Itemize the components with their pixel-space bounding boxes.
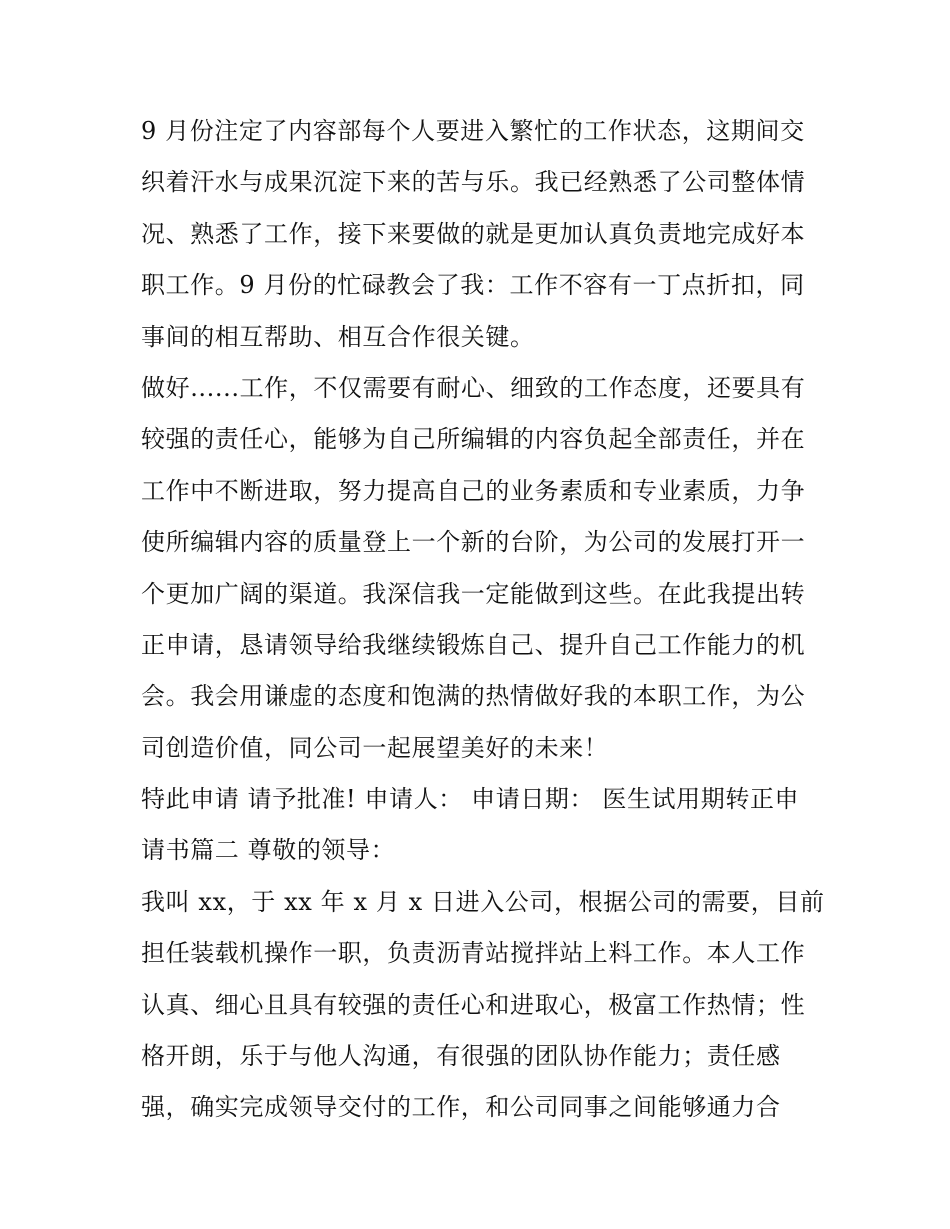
- text-line: 较强的责任心，能够为自己所编辑的内容负起全部责任，并在: [141, 425, 806, 454]
- text-line: 强，确实完成领导交付的工作，和公司同事之间能够通力合: [141, 1093, 781, 1122]
- text-line: 正申请，恳请领导给我继续锻炼自己、提升自己工作能力的机: [141, 630, 806, 659]
- document-body: [141, 106, 825, 1134]
- text-line: 个更加广阔的渠道。我深信我一定能做到这些。在此我提出转: [141, 579, 806, 608]
- text-line: 职工作。9 月份的忙碌教会了我：工作不容有一丁点折扣，同: [141, 271, 805, 300]
- text-line: 特此申请 请予批准! 申请人： 申请日期： 医生试用期转正申: [141, 785, 800, 814]
- text-line: 格开朗，乐于与他人沟通，有很强的团队协作能力；责任感: [141, 1042, 781, 1071]
- text-line: 我叫 xx，于 xx 年 x 月 x 日进入公司，根据公司的需要，目前: [141, 887, 825, 916]
- text-line: 9 月份注定了内容部每个人要进入繁忙的工作状态，这期间交: [141, 117, 805, 145]
- text-line: 担任装载机操作一职，负责沥青站搅拌站上料工作。本人工作: [141, 939, 806, 968]
- text-line: 司创造价值，同公司一起展望美好的未来！: [141, 733, 609, 762]
- text-line: 使所编辑内容的质量登上一个新的台阶，为公司的发展打开一: [141, 528, 806, 557]
- text-line: 会。我会用谦虚的态度和饱满的热情做好我的本职工作，为公: [141, 682, 806, 711]
- text-line: 做好......工作，不仅需要有耐心、细致的工作态度，还要具有: [141, 373, 806, 402]
- text-line: 认真、细心且具有较强的责任心和进取心，极富工作热情；性: [141, 990, 806, 1019]
- text-line: 请书篇二 尊敬的领导：: [141, 836, 396, 865]
- text-line: 工作中不断进取，努力提高自己的业务素质和专业素质，力争: [141, 476, 806, 505]
- text-line: 事间的相互帮助、相互合作很关键。: [141, 322, 535, 351]
- text-line: 况、熟悉了工作，接下来要做的就是更加认真负责地完成好本: [141, 219, 806, 248]
- text-line: 织着汗水与成果沉淀下来的苦与乐。我已经熟悉了公司整体情: [141, 168, 806, 197]
